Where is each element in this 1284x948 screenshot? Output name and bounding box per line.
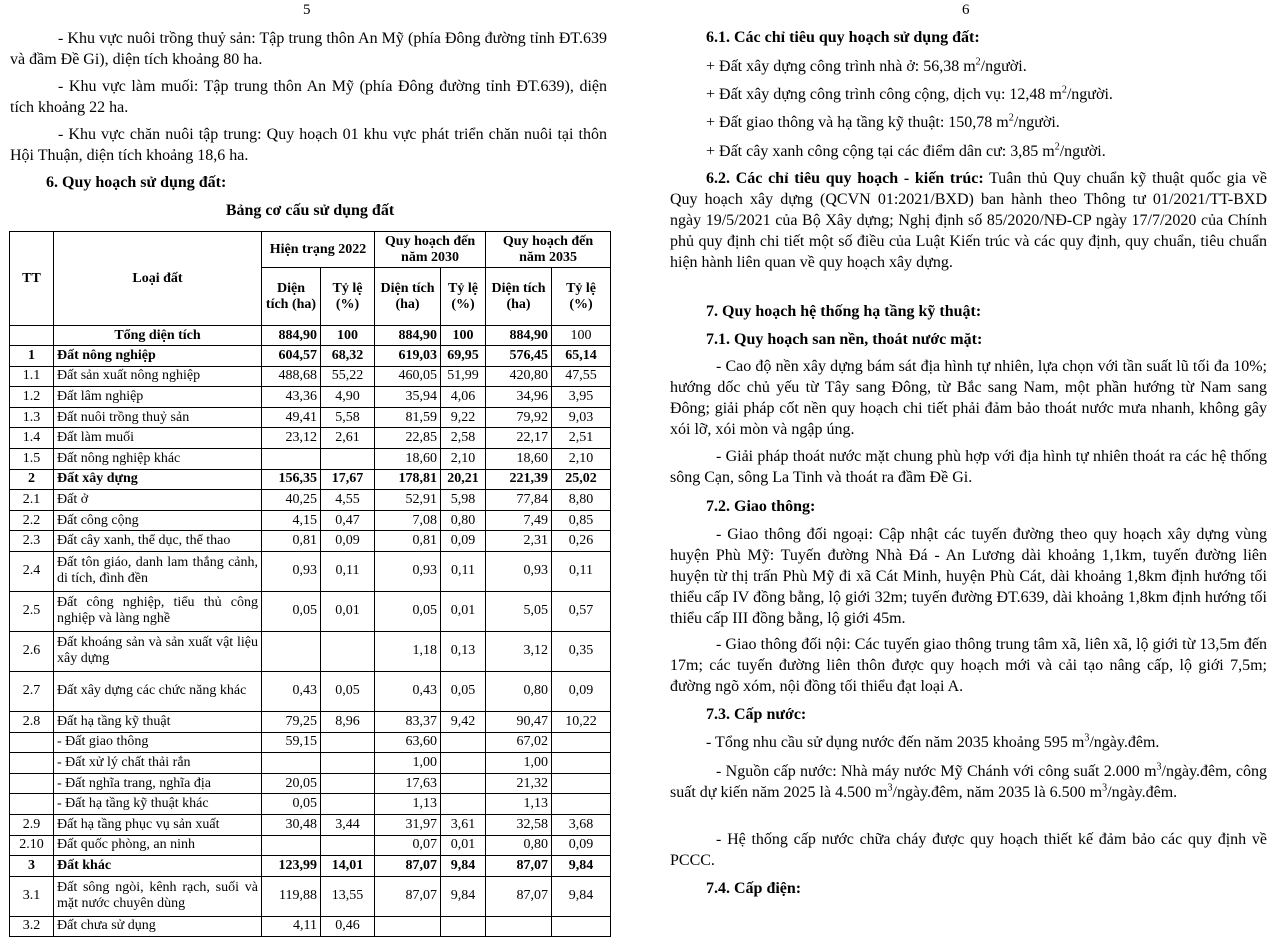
cell: 178,81 [375,469,441,490]
cell: 0,05 [262,591,321,631]
cell: 4,15 [262,510,321,531]
row-tt: 2.9 [10,814,54,835]
cell [321,448,375,469]
cell: 20,21 [441,469,486,490]
row-tt [10,773,54,794]
heading-6-1: 6.1. Các chỉ tiêu quy hoạch sử dụng đất: [706,29,980,46]
heading-7: 7. Quy hoạch hệ thống hạ tầng kỹ thuật: [706,303,982,320]
row-land-type: - Đất xử lý chất thải rắn [54,753,262,774]
cell: 9,42 [441,711,486,732]
cell: 69,95 [441,346,486,367]
cell: 100 [321,326,375,346]
row-tt: 2.6 [10,631,54,671]
cell [552,753,611,774]
cell [552,773,611,794]
cell [441,732,486,753]
cell [441,773,486,794]
cell: 9,22 [441,407,486,428]
cell: 0,09 [441,531,486,552]
cell: 47,55 [552,366,611,387]
row-tt [10,794,54,815]
row-land-type: Đất nuôi trồng thuỷ sản [54,407,262,428]
cell: 604,57 [262,346,321,367]
cell: 79,92 [486,407,552,428]
cell [321,732,375,753]
cell: 5,98 [441,490,486,511]
indicator-item: + Đất cây xanh công cộng tại các điểm dân cư: 3,85 $m^2$/người. [706,141,1106,160]
page-number: 6 [962,2,970,18]
cell: 0,93 [486,551,552,591]
row-tt: 2.4 [10,551,54,591]
cell: 119,88 [262,876,321,916]
paragraph-7-3-c: - Hệ thống cấp nước chữa cháy được quy hoạch thiết kế đảm bảo các quy định về PCCC. [670,831,1267,869]
cell: 2,10 [441,448,486,469]
cell: 0,05 [262,794,321,815]
cell: 4,90 [321,387,375,408]
cell: 9,84 [441,856,486,877]
row-tt: 1.5 [10,448,54,469]
table-row [10,753,611,774]
cell: 2,61 [321,428,375,449]
row-land-type: Đất tôn giáo, danh lam thắng cảnh, di tích, đình đền [54,551,262,591]
cell: 3,68 [552,814,611,835]
cell: 68,32 [321,346,375,367]
cell: 0,11 [321,551,375,591]
cell: 123,99 [262,856,321,877]
cell: 0,47 [321,510,375,531]
row-tt: 1.2 [10,387,54,408]
row-land-type: Đất ở [54,490,262,511]
row-tt: 2.8 [10,711,54,732]
table-row [10,876,611,916]
cell: 619,03 [375,346,441,367]
header-ty-le: Tỷ lệ (%) [552,268,611,326]
cell: 55,22 [321,366,375,387]
indicator-item: + Đất xây dựng công trình công cộng, dịch vụ: 12,48 $m^2$/người. [706,84,1113,103]
cell: 4,55 [321,490,375,511]
cell: 0,43 [375,671,441,711]
row-land-type: Đất công cộng [54,510,262,531]
cell: 420,80 [486,366,552,387]
cell: 52,91 [375,490,441,511]
cell: 0,05 [441,671,486,711]
row-tt: 2.7 [10,671,54,711]
page-number: 5 [303,2,311,18]
cell [321,835,375,856]
row-tt: 1.3 [10,407,54,428]
cell: 884,90 [486,326,552,346]
row-tt: 1.4 [10,428,54,449]
paragraph-aquaculture: - Khu vực nuôi trồng thuỷ sản: Tập trung thôn An Mỹ (phía Đông đường tỉnh ĐT.639 và đầm Đề Gi), diện tích khoảng 80 ha. [10,30,607,68]
heading-7-1: 7.1. Quy hoạch san nền, thoát nước mặt: [706,331,983,348]
row-land-type: Đất khoáng sản và sản xuất vật liệu xây dựng [54,631,262,671]
cell: 1,18 [375,631,441,671]
row-land-type: Đất khác [54,856,262,877]
cell [552,794,611,815]
row-tt: 1 [10,346,54,367]
paragraph-7-2-a: - Giao thông đối ngoại: Cập nhật các tuyến đường theo quy hoạch xây dựng vùng huyện Phù Mỹ: Tuyến đường Nhà Đá - An Lương dài khoảng 1,1km, tuyến đường liên huyện từ thị trấn Phù Mỹ đi xã Cát Minh, huyện Phù Cát, dài khoảng 1,8km định hướng tối thiểu cấp IV đồng bằng, lộ giới 32m; tuyến đường ĐT.639, dài khoảng 1,8km định hướng tối thiểu cấp III đồng bằng, lộ giới 45m. [670,526,1267,627]
cell: 51,99 [441,366,486,387]
cell [321,753,375,774]
cell: 4,06 [441,387,486,408]
land-use-table [9,231,611,937]
cell: 9,84 [552,876,611,916]
table-row [10,671,611,711]
indicator-item: + Đất xây dựng công trình nhà ở: 56,38 $m^2$/người. [706,56,1027,75]
row-land-type: Đất hạ tầng phục vụ sản xuất [54,814,262,835]
header-dien-tich: Diện tích (ha) [375,268,441,326]
row-land-type: Đất hạ tầng kỹ thuật [54,711,262,732]
cell: 2,31 [486,531,552,552]
heading-7-2: 7.2. Giao thông: [706,498,816,515]
cell: 9,03 [552,407,611,428]
section-heading: 6. Quy hoạch sử dụng đất: [46,174,227,191]
cell [321,631,375,671]
cell: 3,44 [321,814,375,835]
cell: 0,81 [262,531,321,552]
cell: 79,25 [262,711,321,732]
cell: 13,55 [321,876,375,916]
cell: 83,37 [375,711,441,732]
cell: 63,60 [375,732,441,753]
paragraph-7-1-a: - Cao độ nền xây dựng bám sát địa hình tự nhiên, lựa chọn với tần suất lũ tối đa 10%; hướng dốc chủ yếu từ Tây sang Đông, từ Bắc sang Nam, một phần hướng từ Nam sang Đông; giải pháp cốt nền quy hoạch chi tiết phải đảm bảo thoát nước mưa nhanh, không gây xói lỡ, xói mòn và ngập úng. [670,358,1267,438]
cell: 0,05 [375,591,441,631]
cell [262,631,321,671]
cell: 0,01 [321,591,375,631]
cell: 0,01 [441,591,486,631]
cell: 43,36 [262,387,321,408]
table-row [10,794,611,815]
table-row [10,835,611,856]
table-row [10,711,611,732]
cell: 14,01 [321,856,375,877]
cell: 0,80 [441,510,486,531]
cell: 4,11 [262,916,321,937]
cell [441,916,486,937]
cell [441,794,486,815]
table-row [10,531,611,552]
cell: 49,41 [262,407,321,428]
table-row [10,469,611,490]
cell: 87,07 [375,876,441,916]
cell: 90,47 [486,711,552,732]
table-row [10,591,611,631]
header-group-2022: Hiện trạng 2022 [262,232,375,268]
header-tt: TT [10,232,54,326]
cell: 20,05 [262,773,321,794]
cell: 2,10 [552,448,611,469]
cell: 0,57 [552,591,611,631]
cell: 40,25 [262,490,321,511]
row-land-type: Đất lâm nghiệp [54,387,262,408]
cell [552,916,611,937]
cell: 87,07 [375,856,441,877]
cell: 59,15 [262,732,321,753]
cell: 1,13 [486,794,552,815]
row-land-type: Đất công nghiệp, tiểu thủ công nghiệp và làng nghề [54,591,262,631]
table-row [10,856,611,877]
cell: 156,35 [262,469,321,490]
cell: 1,13 [375,794,441,815]
row-tt: 2.3 [10,531,54,552]
header-dien-tich: Diện tích (ha) [486,268,552,326]
row-tt [10,732,54,753]
cell: 81,59 [375,407,441,428]
cell: 5,58 [321,407,375,428]
cell: 2,58 [441,428,486,449]
cell: 8,80 [552,490,611,511]
indicator-item: + Đất giao thông và hạ tầng kỹ thuật: 150,78 $m^2$/người. [706,112,1060,131]
heading-7-4: 7.4. Cấp điện: [706,880,802,897]
cell: 1,00 [375,753,441,774]
row-tt: 3.1 [10,876,54,916]
row-land-type: Đất nông nghiệp khác [54,448,262,469]
paragraph-6-2: 6.2. Các chỉ tiêu quy hoạch - kiến trúc: Tuân thủ Quy chuẩn kỹ thuật quốc gia về Quy hoạch xây dựng (QCVN 01:2021/BXD) ban hành theo Thông tư 01/2021/TT-BXD ngày 19/5/2021 của Bộ Xây dựng; Nghị định số 85/2020/NĐ-CP ngày 17/7/2020 của Chính phủ quy định chi tiết một số điều của Luật Kiến trúc và các quy định, quy chuẩn, tiêu chuẩn hiện hành liên quan về quy hoạch xây dựng. [670,170,1268,271]
cell: 7,08 [375,510,441,531]
cell: 67,02 [486,732,552,753]
cell: 87,07 [486,876,552,916]
row-land-type: - Đất giao thông [54,732,262,753]
cell: 22,85 [375,428,441,449]
row-tt: 2.5 [10,591,54,631]
header-group-2030: Quy hoạch đến năm 2030 [375,232,486,268]
cell: 5,05 [486,591,552,631]
cell: 35,94 [375,387,441,408]
header-group-2035: Quy hoạch đến năm 2035 [486,232,611,268]
row-land-type: Đất làm muối [54,428,262,449]
cell: 17,63 [375,773,441,794]
cell: 87,07 [486,856,552,877]
total-row [10,326,611,346]
cell: 77,84 [486,490,552,511]
total-label: Tổng diện tích [54,326,262,346]
row-land-type: - Đất nghĩa trang, nghĩa địa [54,773,262,794]
table-row [10,551,611,591]
cell: 221,39 [486,469,552,490]
cell: 1,00 [486,753,552,774]
paragraph-7-1-b: - Giải pháp thoát nước mặt chung phù hợp với địa hình tự nhiên thoát ra các hệ thống sông Cạn, sông La Tinh và thoát ra đầm Đề Gi. [670,448,1267,486]
row-land-type: Đất sông ngòi, kênh rạch, suối và mặt nước chuyên dùng [54,876,262,916]
paragraph-7-3-b: - Nguồn cấp nước: Nhà máy nước Mỹ Chánh với công suất 2.000 $m^3/ngày.đêm$, công suất dự kiến năm 2025 là 4.500 $m^3/ngày.đêm$, năm 2035 là 6.500 $m^3/ngày.đêm$. [670,761,1268,801]
cell [262,753,321,774]
cell: 884,90 [262,326,321,346]
cell: 3,95 [552,387,611,408]
paragraph-salt: - Khu vực làm muối: Tập trung thôn An Mỹ (phía Đông đường tỉnh ĐT.639), diện tích khoảng 22 ha. [10,78,607,116]
cell: 0,81 [375,531,441,552]
cell: 22,17 [486,428,552,449]
cell [486,916,552,937]
cell: 65,14 [552,346,611,367]
cell: 0,35 [552,631,611,671]
row-land-type: Đất xây dựng các chức năng khác [54,671,262,711]
table-row [10,732,611,753]
paragraph-7-2-b: - Giao thông đối nội: Các tuyến giao thông trung tâm xã, liên xã, lộ giới từ 13,5m đến 17m; các tuyến đường liên thôn được quy hoạch mới và cải tạo nâng cấp, lộ giới 7,5m; đường ngõ xóm, nội đồng tối thiểu đạt loại A. [670,636,1267,695]
cell: 32,58 [486,814,552,835]
row-land-type: Đất xây dựng [54,469,262,490]
table-row [10,916,611,937]
table-row [10,428,611,449]
cell: 0,01 [441,835,486,856]
table-row [10,631,611,671]
row-land-type: Đất cây xanh, thể dục, thể thao [54,531,262,552]
cell: 0,09 [552,835,611,856]
cell: 18,60 [375,448,441,469]
cell: 884,90 [375,326,441,346]
cell: 0,11 [552,551,611,591]
row-tt: 1.1 [10,366,54,387]
header-ty-le: Tỷ lệ (%) [321,268,375,326]
row-land-type: - Đất hạ tầng kỹ thuật khác [54,794,262,815]
cell: 21,32 [486,773,552,794]
cell: 0,93 [375,551,441,591]
cell: 460,05 [375,366,441,387]
row-tt: 3 [10,856,54,877]
cell: 0,05 [321,671,375,711]
cell: 3,12 [486,631,552,671]
table-row [10,773,611,794]
row-tt: 2 [10,469,54,490]
row-land-type: Đất chưa sử dụng [54,916,262,937]
cell: 7,49 [486,510,552,531]
table-row [10,490,611,511]
cell [441,753,486,774]
table-row [10,814,611,835]
paragraph-livestock: - Khu vực chăn nuôi tập trung: Quy hoạch 01 khu vực phát triển chăn nuôi tại thôn Hội Thuận, diện tích khoảng 18,6 ha. [10,126,607,164]
cell: 488,68 [262,366,321,387]
cell: 30,48 [262,814,321,835]
cell: 0,93 [262,551,321,591]
cell: 18,60 [486,448,552,469]
cell: 0,46 [321,916,375,937]
cell: 8,96 [321,711,375,732]
table-row [10,366,611,387]
table-caption: Bảng cơ cấu sử dụng đất [225,202,395,219]
row-tt: 3.2 [10,916,54,937]
row-land-type: Đất sản xuất nông nghiệp [54,366,262,387]
cell: 9,84 [552,856,611,877]
cell [321,773,375,794]
table-row [10,510,611,531]
cell: 0,80 [486,835,552,856]
cell: 0,26 [552,531,611,552]
row-land-type: Đất quốc phòng, an ninh [54,835,262,856]
row-tt: 2.1 [10,490,54,511]
header-loai-dat: Loại đất [54,232,262,326]
cell: 2,51 [552,428,611,449]
cell: 34,96 [486,387,552,408]
cell: 9,84 [441,876,486,916]
cell [375,916,441,937]
cell: 0,80 [486,671,552,711]
header-dien-tich: Diện tích (ha) [262,268,321,326]
cell: 0,13 [441,631,486,671]
cell: 100 [441,326,486,346]
cell: 0,07 [375,835,441,856]
table-row [10,407,611,428]
heading-7-3: 7.3. Cấp nước: [706,706,807,723]
cell: 31,97 [375,814,441,835]
cell [262,835,321,856]
cell [321,794,375,815]
cell: 0,43 [262,671,321,711]
cell: 100 [552,326,611,346]
cell: 25,02 [552,469,611,490]
cell: 17,67 [321,469,375,490]
paragraph-7-3-a: - Tổng nhu cầu sử dụng nước đến năm 2035 khoảng 595 $m^3/ngày.đêm$. [706,732,1160,751]
header-ty-le: Tỷ lệ (%) [441,268,486,326]
cell: 576,45 [486,346,552,367]
cell [552,732,611,753]
cell: 3,61 [441,814,486,835]
row-tt [10,753,54,774]
cell [262,448,321,469]
table-row [10,448,611,469]
cell: 0,11 [441,551,486,591]
cell: 0,85 [552,510,611,531]
cell: 10,22 [552,711,611,732]
table-row [10,387,611,408]
table-row [10,346,611,367]
cell: 23,12 [262,428,321,449]
row-land-type: Đất nông nghiệp [54,346,262,367]
row-tt: 2.10 [10,835,54,856]
cell: 0,09 [552,671,611,711]
row-tt: 2.2 [10,510,54,531]
cell: 0,09 [321,531,375,552]
